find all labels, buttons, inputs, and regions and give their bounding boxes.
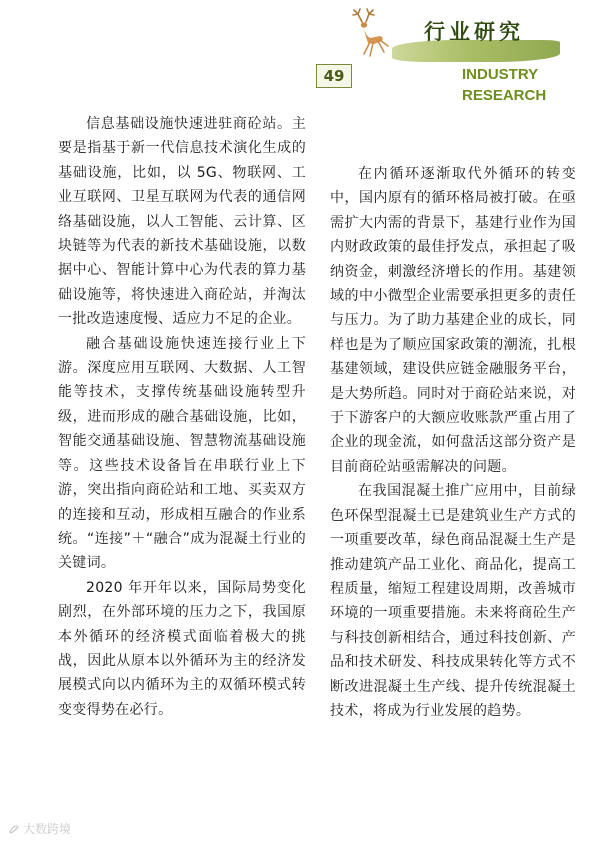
- right-column: [330, 162, 576, 723]
- deer-icon: [340, 6, 390, 62]
- paragraph: 信息基础设施快速进驻商砼站。主要是指基于新一代信息技术演化生成的基础设施，比如，以 5G、物联网、工业互联网、卫星互联网为代表的通信网络基础设施，以人工智能、云计算、区块链等为代表的新技术基础设施，以数据中心、智能计算中心为代表的算力基础设施等，将快速进入商砼站，并淘汰一批改造速度慢、适应力不足的企业。: [58, 116, 306, 328]
- english-section-title: [462, 64, 562, 106]
- watermark-text: 大数跨境: [23, 822, 72, 836]
- paragraph: 2020 年开年以来，国际局势变化剧烈，在外部环境的压力之下，我国原本外循环的经济模式面临着极大的挑战，因此从原本以外循环为主的经济发展模式向以内循环为主的双循环模式转变变得势在必行。: [58, 579, 306, 718]
- watermark: [8, 820, 71, 837]
- paragraph: 在内循环逐渐取代外循环的转变中，国内原有的循环格局被打破。在亟需扩大内需的背景下，基建行业作为国内财政政策的最佳抒发点，承担起了吸纳资金，刺激经济增长的作用。基建领域的中小微型企业需要承担更多的责任与压力。为了助力基建企业的成长，同样也是为了顺应国家政策的潮流，扎根基建领域，建设供应链金融服务平台，是大势所趋。同时对于商砼站来说，对于下游客户的大额应收账款严重占用了企业的现金流，如何盘活这部分资产是目前商砼站亟需解决的问题。: [330, 166, 576, 475]
- watermark-logo-icon: [8, 823, 20, 835]
- english-title-line-2: RESEARCH: [462, 87, 547, 104]
- paragraph: 在我国混凝土推广应用中，目前绿色环保型混凝土已是建筑业生产方式的一项重要改革，绿色商品混凝土生产是推动建筑产品工业化、商品化，提高工程质量，缩短工程建设周期，改善城市环境的一项重要措施。未来将商砼生产与科技创新相结合，通过科技创新、产品和技术研发、科技成果转化等方式不断改进混凝土生产线、提升传统混凝土技术，将成为行业发展的趋势。: [330, 483, 576, 719]
- left-column: [58, 112, 306, 722]
- section-title: 行业研究: [424, 20, 524, 44]
- paragraph: 融合基础设施快速连接行业上下游。深度应用互联网、大数据、人工智能等技术，支撑传统基础设施转型升级，进而形成的融合基础设施，比如，智能交通基础设施、智慧物流基础设施等。这些技术设备旨在串联行业上下游，突出指向商砼站和工地、买卖双方的连接和互动，形成相互融合的作业系统。“连接”＋“融合”成为混凝土行业的关键词。: [58, 335, 306, 572]
- english-title-line-1: INDUSTRY: [462, 66, 539, 83]
- page-number: 49: [316, 64, 352, 88]
